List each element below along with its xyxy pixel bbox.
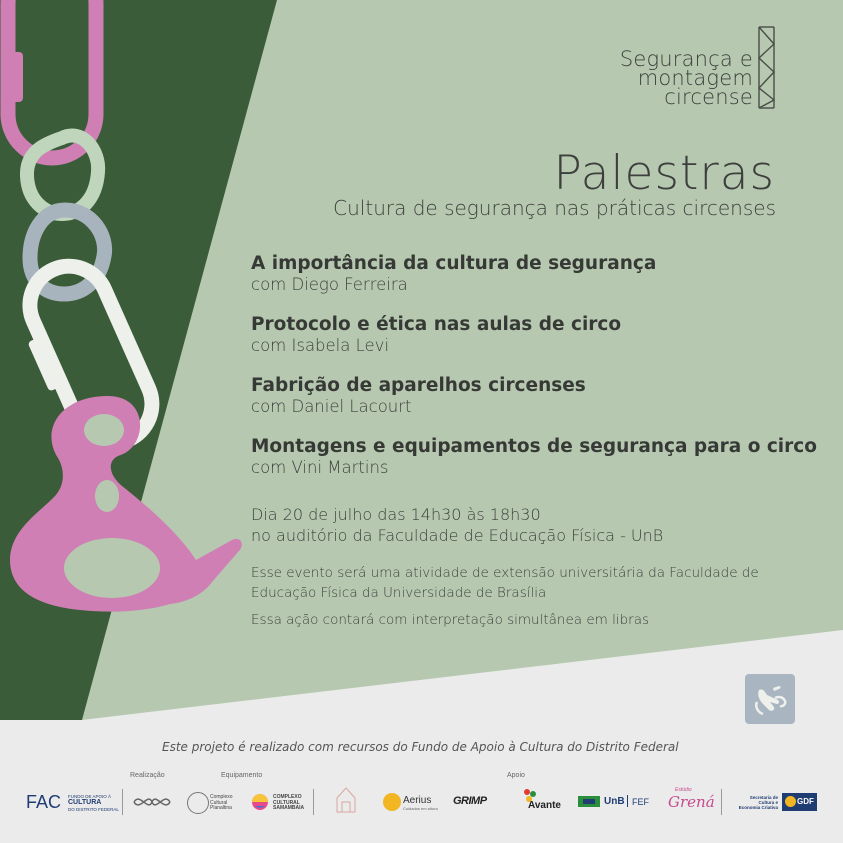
secretaria-l1: Secretaria de	[749, 795, 778, 800]
sign-language-hands-icon	[745, 674, 795, 724]
talk-title: Protocolo e ética nas aulas de circo	[251, 314, 622, 335]
talk-speaker: com Isabela Levi	[251, 336, 390, 355]
grena-logo-text: Grená	[668, 793, 715, 811]
extension-line-2: Educação Física da Universidade de Brasília	[251, 585, 547, 601]
complexo-samambaia-icon	[250, 793, 270, 811]
talk-title: Fabrição de aparelhos circenses	[251, 375, 586, 396]
brand-line-2: montagem	[637, 66, 753, 90]
fac-logo-text: FAC	[26, 792, 62, 812]
unb-logo-text: UnB	[604, 796, 625, 807]
page-subtitle: Cultura de segurança nas práticas circenses	[333, 196, 776, 220]
gdf-logo	[782, 793, 817, 811]
complexo2-l2: CULTURAL	[273, 799, 300, 806]
complexo2-l3: SAMAMBAIA	[273, 805, 305, 811]
extension-note	[251, 563, 759, 603]
complexo1-l2: Cultural	[210, 799, 228, 806]
complexo-planaltina-icon	[187, 792, 209, 814]
category-realizacao: Realização	[130, 772, 165, 779]
aerius-logo-icon	[383, 793, 401, 811]
fac-logo-subtext	[68, 794, 128, 812]
talk-title: Montagens e equipamentos de segurança para o circo	[251, 436, 817, 457]
talk-item	[251, 436, 817, 477]
talk-speaker: com Vini Martins	[251, 458, 389, 477]
talk-item	[251, 375, 586, 416]
gdf-sun-icon	[785, 796, 796, 807]
talk-title: A importância da cultura de segurança	[251, 253, 657, 274]
event-place: no auditório da Faculdade de Educação Física - UnB	[251, 526, 664, 545]
avante-logo-text: Avante	[528, 800, 561, 811]
talk-item	[251, 314, 621, 355]
cultural-center-logo-icon	[335, 786, 357, 816]
knot-logo-icon	[130, 790, 174, 814]
aerius-logo-text: Aerius	[403, 795, 432, 806]
brand-line-3: circense	[664, 85, 753, 109]
grena-logo-top: Estúdio	[675, 787, 692, 793]
unb-logo-icon	[578, 796, 600, 807]
unb-divider	[627, 795, 628, 807]
talk-speaker: com Diego Ferreira	[251, 275, 408, 294]
libras-note: Essa ação contará com interpretação simultânea em libras	[251, 612, 650, 628]
page-title: Palestras	[553, 146, 775, 201]
secretaria-l3: Economia Criativa	[738, 805, 778, 810]
brand-tower-icon	[759, 27, 774, 108]
secretaria-logo-text	[736, 795, 778, 810]
category-equipamento: Equipamento	[221, 772, 263, 779]
complexo-planaltina-text	[210, 795, 233, 812]
grimp-logo-text: GRIMP	[453, 795, 487, 807]
event-details	[251, 504, 663, 546]
divider	[313, 789, 314, 815]
funding-note: Este projeto é realizado com recursos do Fundo de Apoio à Cultura do Distrito Federal	[162, 740, 679, 754]
complexo1-l3: Planaltina	[210, 805, 232, 811]
fac-sub-3: DO DISTRITO FEDERAL	[68, 807, 119, 812]
fef-logo-text: FEF	[632, 797, 649, 807]
category-apoio: Apoio	[507, 772, 525, 779]
fac-sub-1: FUNDO DE APOIO À	[68, 794, 112, 799]
brand-logo-text	[619, 47, 753, 109]
brand-line-1: Segurança e	[619, 47, 753, 71]
divider	[721, 789, 722, 815]
fac-sub-2: CULTURA	[68, 799, 102, 806]
talk-item	[251, 253, 656, 294]
secretaria-l2: Cultura e	[758, 800, 778, 805]
complexo1-l1: Complexo	[210, 794, 233, 800]
talk-speaker: com Daniel Lacourt	[251, 397, 412, 416]
divider	[122, 789, 123, 815]
event-date: Dia 20 de julho das 14h30 às 18h30	[251, 505, 541, 524]
aerius-logo-subtext: Cuidados em altura	[403, 806, 438, 811]
extension-line-1: Esse evento será uma atividade de extensão universitária da Faculdade de	[251, 565, 759, 581]
complexo-samambaia-text	[273, 795, 304, 812]
complexo2-l1: COMPLEXO	[273, 794, 302, 800]
gdf-logo-text: GDF	[797, 797, 814, 806]
